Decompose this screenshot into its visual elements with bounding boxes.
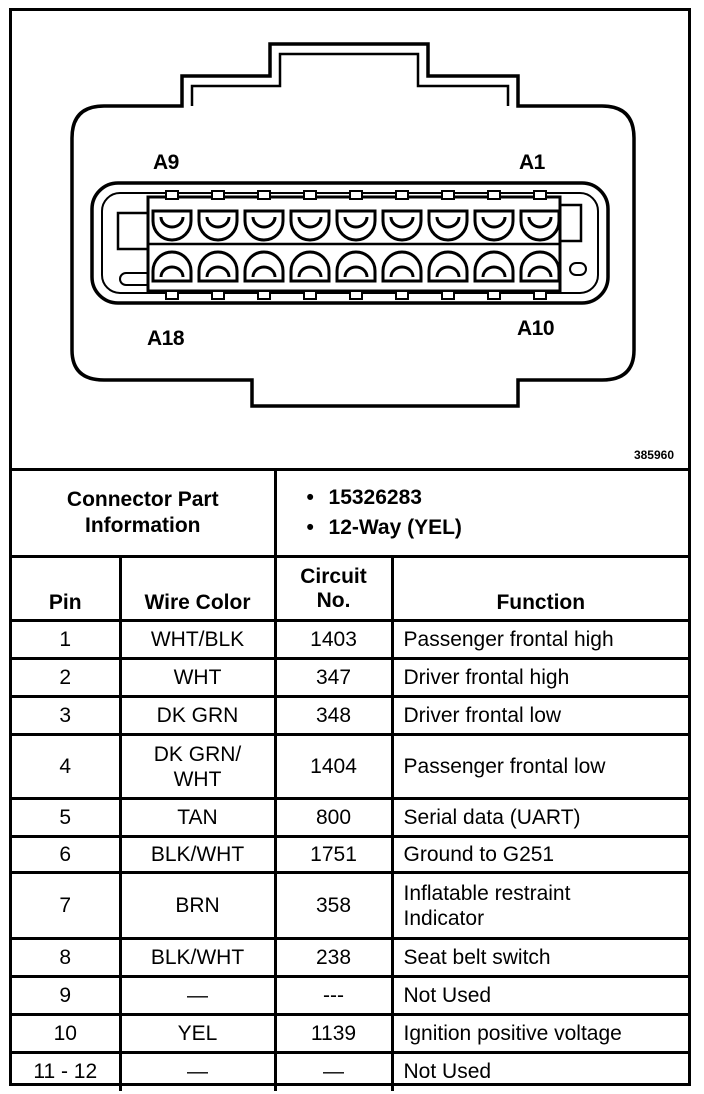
pin-label-a10: A10	[517, 317, 555, 340]
function-cell: Driver frontal low	[392, 697, 688, 735]
pin-cell: 6	[12, 837, 120, 873]
circuit-cell: 347	[275, 659, 392, 697]
circuit-cell: 348	[275, 697, 392, 735]
pin-cell: 5	[12, 799, 120, 837]
terminal-cavity-top	[199, 211, 237, 240]
part-number-line	[307, 483, 683, 513]
circuit-cell: 1404	[275, 735, 392, 799]
terminal-notch	[534, 291, 546, 299]
wire-color-cell: YEL	[120, 1015, 275, 1053]
table-row	[12, 735, 688, 799]
col-header-function: Function	[392, 557, 688, 621]
wire-color-cell: DK GRN/ WHT	[120, 735, 275, 799]
col-header-circuit: Circuit No.	[275, 557, 392, 621]
terminal-cavity-bottom	[337, 252, 375, 281]
wire-color-cell: BRN	[120, 873, 275, 939]
pin-cell: 4	[12, 735, 120, 799]
table-row	[12, 939, 688, 977]
figure-number: 385960	[633, 448, 674, 462]
wire-color-cell: TAN	[120, 799, 275, 837]
terminal-cavity-bottom	[153, 252, 191, 281]
terminal-notch	[212, 291, 224, 299]
function-cell: Passenger frontal low	[392, 735, 688, 799]
terminal-cavity-top	[521, 211, 559, 240]
wire-color-cell: —	[120, 1053, 275, 1091]
terminal-notch	[258, 291, 270, 299]
wire-color-cell: WHT	[120, 659, 275, 697]
bullet-icon: •	[306, 486, 314, 509]
col-header-pin: Pin	[12, 557, 120, 621]
pin-cell: 8	[12, 939, 120, 977]
wire-color-cell: BLK/WHT	[120, 837, 275, 873]
wire-color-cell: BLK/WHT	[120, 939, 275, 977]
terminal-notch	[350, 191, 362, 199]
left-key	[118, 213, 148, 249]
part-info-row	[12, 470, 688, 557]
table-row	[12, 1053, 688, 1091]
header-row	[12, 557, 688, 621]
connector-frame	[9, 8, 691, 1086]
table-row	[12, 873, 688, 939]
terminal-cavity-bottom	[521, 252, 559, 281]
pin-cell: 1	[12, 621, 120, 659]
terminal-notch	[534, 191, 546, 199]
function-cell: Seat belt switch	[392, 939, 688, 977]
table-row	[12, 1015, 688, 1053]
terminal-notch	[396, 191, 408, 199]
terminal-cavity-bottom	[199, 252, 237, 281]
terminal-cavity-top	[291, 211, 329, 240]
function-cell: Ignition positive voltage	[392, 1015, 688, 1053]
table-row	[12, 799, 688, 837]
circuit-cell: 358	[275, 873, 392, 939]
terminal-cavity-top	[383, 211, 421, 240]
terminal-notch	[442, 291, 454, 299]
function-cell: Not Used	[392, 977, 688, 1015]
terminal-cavity-bottom	[291, 252, 329, 281]
col-header-wire-color: Wire Color	[120, 557, 275, 621]
table-row	[12, 621, 688, 659]
pin-cell: 2	[12, 659, 120, 697]
part-type-line	[307, 513, 683, 543]
lock-tab-outline	[192, 54, 508, 106]
table-row	[12, 659, 688, 697]
terminal-notch	[166, 291, 178, 299]
part-type: 12-Way (YEL)	[328, 516, 462, 539]
pin-label-a9: A9	[153, 151, 179, 174]
terminal-notch	[212, 191, 224, 199]
function-cell: Passenger frontal high	[392, 621, 688, 659]
pin-label-a18: A18	[147, 327, 185, 350]
table-row	[12, 697, 688, 735]
function-cell: Ground to G251	[392, 837, 688, 873]
table-row	[12, 977, 688, 1015]
wire-color-cell: DK GRN	[120, 697, 275, 735]
terminal-cavity-top	[337, 211, 375, 240]
circuit-cell: 1139	[275, 1015, 392, 1053]
terminal-cavity-bottom	[245, 252, 283, 281]
wire-color-cell: —	[120, 977, 275, 1015]
bullet-icon: •	[306, 516, 314, 539]
circuit-cell: —	[275, 1053, 392, 1091]
circuit-cell: 800	[275, 799, 392, 837]
terminal-cavity-top	[475, 211, 513, 240]
pin-label-a1: A1	[519, 151, 545, 174]
table-row	[12, 837, 688, 873]
terminal-notch	[304, 291, 316, 299]
terminal-notch	[396, 291, 408, 299]
terminal-cavity-bottom	[475, 252, 513, 281]
terminal-notch	[488, 291, 500, 299]
terminal-notch	[488, 191, 500, 199]
terminal-cavity-bottom	[383, 252, 421, 281]
part-number: 15326283	[328, 486, 422, 509]
pin-cell: 7	[12, 873, 120, 939]
terminal-cavity-top	[429, 211, 467, 240]
part-info-label: Connector Part Information	[12, 470, 275, 557]
terminal-notch	[442, 191, 454, 199]
circuit-cell: 1403	[275, 621, 392, 659]
terminal-cavity-top	[153, 211, 191, 240]
circuit-cell: 238	[275, 939, 392, 977]
pin-cell: 10	[12, 1015, 120, 1053]
circuit-cell: ---	[275, 977, 392, 1015]
terminal-notch	[258, 191, 270, 199]
function-cell: Driver frontal high	[392, 659, 688, 697]
wire-color-cell: WHT/BLK	[120, 621, 275, 659]
pin-cell: 3	[12, 697, 120, 735]
function-cell: Not Used	[392, 1053, 688, 1091]
pin-cell: 11 - 12	[12, 1053, 120, 1091]
part-info-values	[275, 470, 688, 557]
terminal-notch	[166, 191, 178, 199]
terminal-cavity-top	[245, 211, 283, 240]
function-cell: Serial data (UART)	[392, 799, 688, 837]
pin-cell: 9	[12, 977, 120, 1015]
right-slot	[570, 263, 586, 275]
terminal-notch	[350, 291, 362, 299]
terminal-cavity-bottom	[429, 252, 467, 281]
terminal-notch	[304, 191, 316, 199]
function-cell: Inflatable restraint Indicator	[392, 873, 688, 939]
pinout-table	[12, 468, 688, 1091]
connector-diagram	[12, 11, 688, 468]
connector-face-drawing	[12, 11, 688, 468]
circuit-cell: 1751	[275, 837, 392, 873]
